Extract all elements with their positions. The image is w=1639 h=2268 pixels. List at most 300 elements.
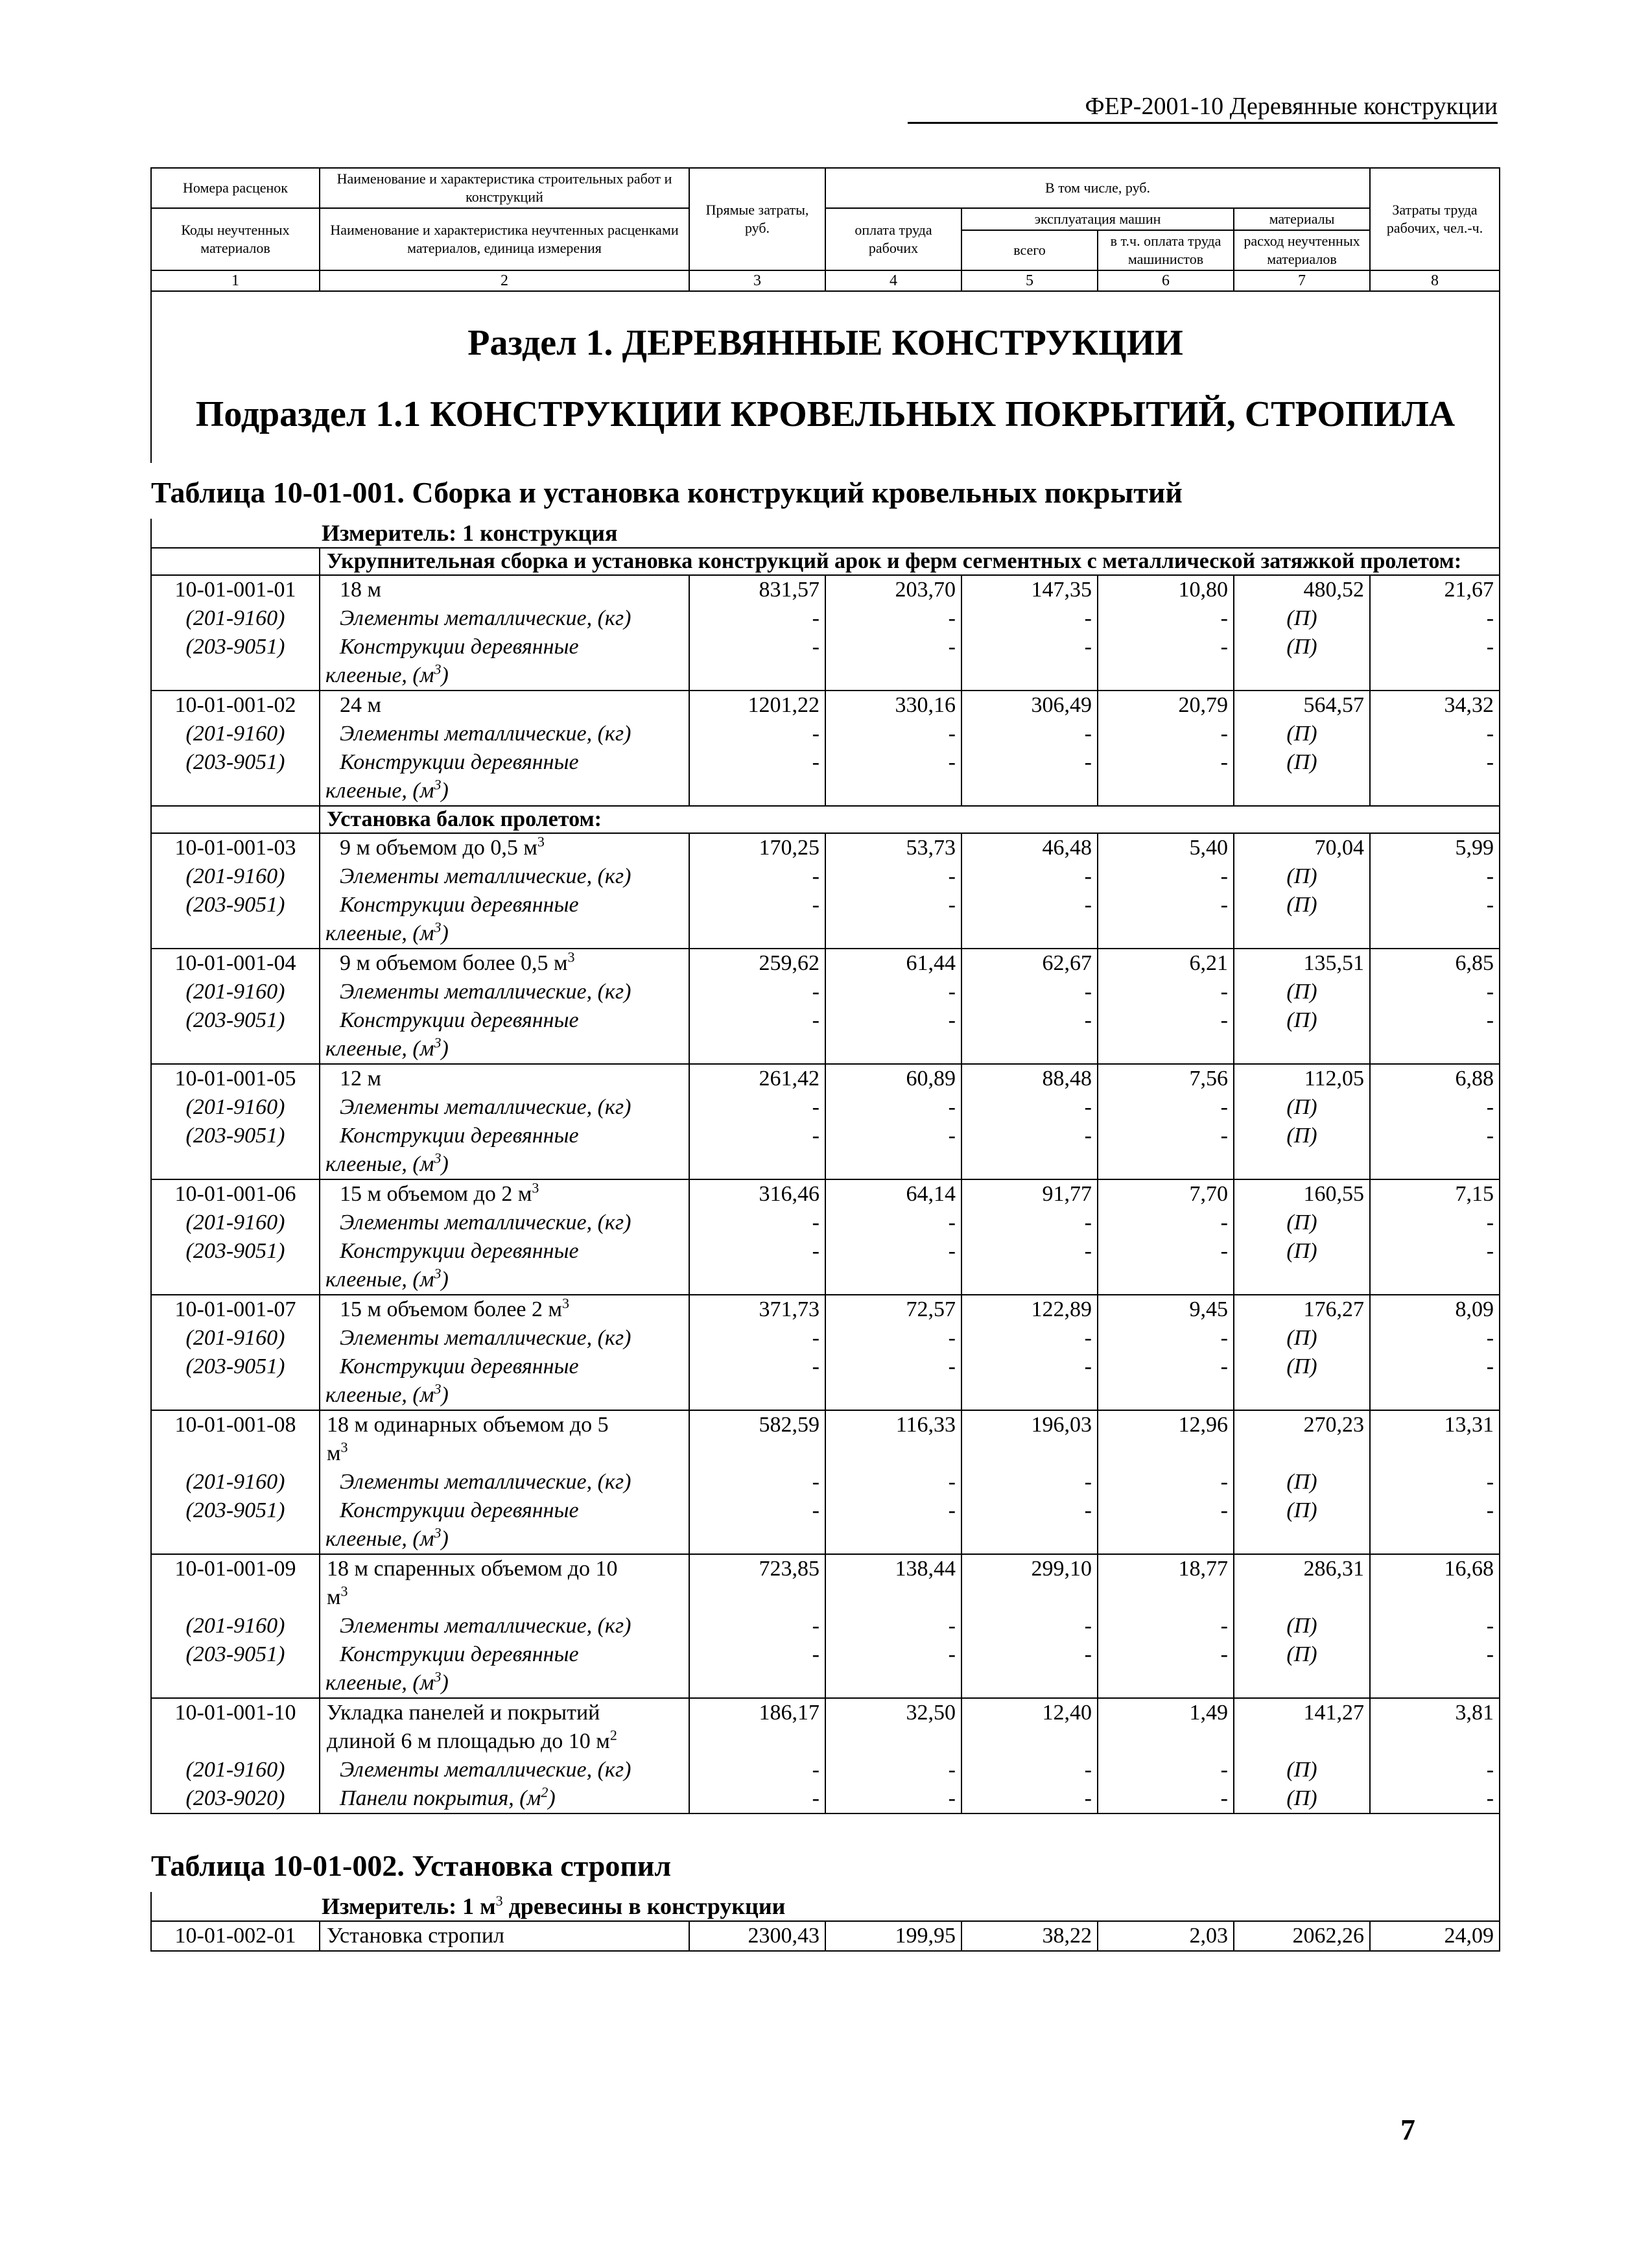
material-flag: (П)	[1234, 748, 1370, 806]
empty-value: -	[689, 891, 825, 949]
empty-value: -	[961, 891, 1098, 949]
labor-pay: 32,50	[825, 1698, 961, 1756]
material-flag: (П)	[1234, 633, 1370, 691]
material-code: (201-9160)	[151, 1468, 320, 1496]
col-num: 7	[1234, 270, 1370, 291]
material-code: (203-9051)	[151, 633, 320, 691]
superscript: 3	[434, 1150, 442, 1166]
empty-value: -	[1098, 748, 1234, 806]
empty-value: -	[1370, 1237, 1500, 1295]
empty-value: -	[1098, 1324, 1234, 1353]
rate-code: 10-01-001-01	[151, 575, 320, 604]
rate-code: 10-01-002-01	[151, 1921, 320, 1951]
rate-name	[320, 1179, 689, 1209]
machines-total: 91,77	[961, 1179, 1098, 1209]
empty-value: -	[825, 1353, 961, 1410]
material-code: (201-9160)	[151, 604, 320, 633]
material-name	[320, 1006, 689, 1064]
material-name-text: Конструкции деревянные	[340, 635, 579, 659]
rate-row	[151, 691, 1500, 720]
empty-value: -	[689, 978, 825, 1006]
material-flag: (П)	[1234, 1324, 1370, 1353]
machinist-pay: 5,40	[1098, 833, 1234, 862]
machinist-pay: 10,80	[1098, 575, 1234, 604]
rate-name-text: 18 м одинарных объемом до 5	[327, 1413, 609, 1437]
empty-value: -	[1098, 1784, 1234, 1813]
direct-cost: 831,57	[689, 575, 825, 604]
material-name-text: Конструкции деревянные	[340, 1642, 579, 1666]
labor-hours: 34,32	[1370, 691, 1500, 720]
machines-total: 88,48	[961, 1064, 1098, 1093]
material-row	[151, 604, 1500, 633]
rate-code: 10-01-001-09	[151, 1554, 320, 1612]
empty-value: -	[961, 1324, 1098, 1353]
table2-measure	[151, 1892, 1500, 1921]
table2-title: Таблица 10-01-002. Установка стропил	[151, 1813, 1500, 1892]
empty-value: -	[1370, 891, 1500, 949]
machinist-pay: 18,77	[1098, 1554, 1234, 1612]
material-flag: (П)	[1234, 978, 1370, 1006]
empty-value: -	[825, 1209, 961, 1237]
table1-measure-row	[151, 519, 1500, 548]
empty-value: -	[961, 1353, 1098, 1410]
material-row	[151, 1612, 1500, 1640]
labor-hours: 24,09	[1370, 1921, 1500, 1951]
empty-value: -	[689, 604, 825, 633]
material-code: (203-9051)	[151, 1122, 320, 1179]
col-num: 6	[1098, 270, 1234, 291]
material-name-close: )	[441, 663, 449, 687]
machinist-pay: 6,21	[1098, 949, 1234, 978]
empty-value: -	[825, 1324, 961, 1353]
direct-cost: 2300,43	[689, 1921, 825, 1951]
direct-cost: 316,46	[689, 1179, 825, 1209]
material-name-text: Конструкции деревянные	[340, 893, 579, 917]
superscript: 2	[609, 1727, 617, 1743]
empty-value: -	[961, 633, 1098, 691]
header-machinist-pay: в т.ч. оплата труда машинистов	[1098, 230, 1234, 270]
rate-code: 10-01-001-03	[151, 833, 320, 862]
empty-value: -	[1098, 1496, 1234, 1554]
empty-value: -	[961, 1612, 1098, 1640]
direct-cost: 186,17	[689, 1698, 825, 1756]
empty-value: -	[1098, 1006, 1234, 1064]
machines-total: 147,35	[961, 575, 1098, 604]
material-name: Элементы металлические, (кг)	[320, 604, 689, 633]
material-name	[320, 1784, 689, 1813]
table1-measure	[151, 519, 1500, 548]
material-name: Элементы металлические, (кг)	[320, 862, 689, 891]
labor-hours: 7,15	[1370, 1179, 1500, 1209]
empty-value: -	[825, 1006, 961, 1064]
labor-hours: 6,85	[1370, 949, 1500, 978]
material-name-text-2: клееные, (м	[325, 921, 434, 945]
empty-value: -	[1370, 1324, 1500, 1353]
empty-value: -	[825, 1640, 961, 1698]
empty-value: -	[1370, 720, 1500, 748]
empty-value: -	[825, 978, 961, 1006]
material-row	[151, 1640, 1500, 1698]
col-num: 3	[689, 270, 825, 291]
labor-hours: 3,81	[1370, 1698, 1500, 1756]
material-code: (201-9160)	[151, 862, 320, 891]
material-flag: (П)	[1234, 1496, 1370, 1554]
material-code: (201-9160)	[151, 1093, 320, 1122]
material-name: Элементы металлические, (кг)	[320, 1468, 689, 1496]
material-row	[151, 1237, 1500, 1295]
material-name-text: Конструкции деревянные	[340, 1124, 579, 1148]
empty-value: -	[1370, 633, 1500, 691]
material-flag: (П)	[1234, 1612, 1370, 1640]
empty-value: -	[825, 748, 961, 806]
empty-value: -	[689, 1209, 825, 1237]
empty-value: -	[1098, 720, 1234, 748]
section-title: Раздел 1. ДЕРЕВЯННЫЕ КОНСТРУКЦИИ	[151, 291, 1500, 392]
empty-value: -	[1370, 604, 1500, 633]
rate-code: 10-01-001-02	[151, 691, 320, 720]
material-name: Элементы металлические, (кг)	[320, 1324, 689, 1353]
rate-name-text: 24 м	[340, 693, 382, 717]
materials-cost: 564,57	[1234, 691, 1370, 720]
material-name: Элементы металлические, (кг)	[320, 978, 689, 1006]
labor-pay: 61,44	[825, 949, 961, 978]
material-name: Элементы металлические, (кг)	[320, 1756, 689, 1784]
materials-cost: 70,04	[1234, 833, 1370, 862]
material-code: (201-9160)	[151, 1209, 320, 1237]
rate-code: 10-01-001-07	[151, 1295, 320, 1324]
machines-total: 306,49	[961, 691, 1098, 720]
material-name-close: )	[441, 1268, 449, 1292]
material-name	[320, 891, 689, 949]
rate-name-text-2: длиной 6 м площадью до 10 м	[327, 1729, 610, 1753]
material-name-text: Конструкции деревянные	[340, 1008, 579, 1032]
material-name-text-2: клееные, (м	[325, 1268, 434, 1292]
rate-name-text: 9 м объемом более 0,5 м	[340, 951, 568, 975]
machines-total: 12,40	[961, 1698, 1098, 1756]
empty-value: -	[961, 1496, 1098, 1554]
labor-hours: 6,88	[1370, 1064, 1500, 1093]
material-code: (203-9051)	[151, 1006, 320, 1064]
material-name-close: )	[441, 1671, 449, 1695]
labor-pay: 138,44	[825, 1554, 961, 1612]
machinist-pay: 7,56	[1098, 1064, 1234, 1093]
empty-value: -	[1370, 1612, 1500, 1640]
material-name-text-2: клееные, (м	[325, 1383, 434, 1407]
rate-row	[151, 833, 1500, 862]
material-code: (203-9051)	[151, 1237, 320, 1295]
empty-value: -	[825, 633, 961, 691]
material-row	[151, 1006, 1500, 1064]
superscript: 3	[495, 1893, 503, 1909]
empty-value: -	[825, 1784, 961, 1813]
empty-value: -	[1370, 1784, 1500, 1813]
empty-value: -	[689, 1237, 825, 1295]
header-materials-cons: расход неучтенных материалов	[1234, 230, 1370, 270]
material-flag: (П)	[1234, 1353, 1370, 1410]
direct-cost: 723,85	[689, 1554, 825, 1612]
empty-value: -	[825, 1122, 961, 1179]
material-code: (203-9020)	[151, 1784, 320, 1813]
superscript: 3	[532, 1179, 539, 1196]
col-num: 2	[320, 270, 689, 291]
superscript: 3	[434, 776, 442, 793]
machines-total: 299,10	[961, 1554, 1098, 1612]
material-flag: (П)	[1234, 891, 1370, 949]
table1-title: Таблица 10-01-001. Сборка и установка конструкций кровельных покрытий	[151, 463, 1500, 519]
empty-value: -	[961, 1209, 1098, 1237]
machines-total: 122,89	[961, 1295, 1098, 1324]
materials-cost: 176,27	[1234, 1295, 1370, 1324]
superscript: 3	[340, 1439, 348, 1456]
rate-name	[320, 1410, 689, 1468]
rate-name	[320, 949, 689, 978]
material-row	[151, 633, 1500, 691]
materials-cost: 286,31	[1234, 1554, 1370, 1612]
material-name-text: Конструкции деревянные	[340, 750, 579, 774]
rate-name-text-2: м	[327, 1441, 341, 1465]
rate-name	[320, 1554, 689, 1612]
material-row	[151, 978, 1500, 1006]
empty-value: -	[961, 748, 1098, 806]
materials-cost: 112,05	[1234, 1064, 1370, 1093]
material-name-text-2: клееные, (м	[325, 1527, 434, 1551]
empty-value: -	[689, 1756, 825, 1784]
material-row	[151, 720, 1500, 748]
material-name-text-2: клееные, (м	[325, 1037, 434, 1061]
empty-value: -	[825, 1612, 961, 1640]
rate-name-text: Укладка панелей и покрытий	[327, 1701, 600, 1725]
empty-value: -	[1370, 1468, 1500, 1496]
machinist-pay: 7,70	[1098, 1179, 1234, 1209]
material-name: Элементы металлические, (кг)	[320, 1093, 689, 1122]
direct-cost: 261,42	[689, 1064, 825, 1093]
material-name-close: )	[441, 779, 449, 803]
empty-value: -	[961, 1122, 1098, 1179]
material-row	[151, 748, 1500, 806]
rate-code: 10-01-001-08	[151, 1410, 320, 1468]
empty-value: -	[1098, 891, 1234, 949]
col-num: 8	[1370, 270, 1500, 291]
material-name	[320, 1237, 689, 1295]
material-name-close: )	[441, 921, 449, 945]
measure-tail: древесины в конструкции	[502, 1893, 786, 1919]
rate-row	[151, 1179, 1500, 1209]
material-name	[320, 1640, 689, 1698]
measure-value: 1 м	[462, 1893, 496, 1919]
material-flag: (П)	[1234, 1756, 1370, 1784]
empty-value: -	[825, 1756, 961, 1784]
empty-value: -	[825, 1496, 961, 1554]
empty-value: -	[1370, 1353, 1500, 1410]
rate-name	[320, 575, 689, 604]
header-row-1	[151, 168, 1500, 208]
labor-pay: 199,95	[825, 1921, 961, 1951]
labor-hours: 21,67	[1370, 575, 1500, 604]
empty-value: -	[961, 604, 1098, 633]
materials-cost: 2062,26	[1234, 1921, 1370, 1951]
empty-value: -	[1098, 1209, 1234, 1237]
measure-label: Измеритель:	[322, 520, 463, 546]
measure-value: 1 конструкция	[462, 520, 618, 546]
material-name-text-2: клееные, (м	[325, 663, 434, 687]
material-name-text: Конструкции деревянные	[340, 1239, 579, 1263]
empty-value: -	[1098, 1612, 1234, 1640]
empty-value: -	[1098, 604, 1234, 633]
empty-value: -	[1098, 1093, 1234, 1122]
labor-pay: 53,73	[825, 833, 961, 862]
material-row	[151, 1324, 1500, 1353]
rates-table	[150, 167, 1500, 1952]
empty-value: -	[689, 1612, 825, 1640]
empty-value: -	[825, 891, 961, 949]
material-name-close: )	[548, 1786, 556, 1810]
material-name-text-2: клееные, (м	[325, 1152, 434, 1176]
machines-total: 46,48	[961, 833, 1098, 862]
empty-value: -	[689, 633, 825, 691]
materials-cost: 480,52	[1234, 575, 1370, 604]
material-code: (203-9051)	[151, 1640, 320, 1698]
superscript: 2	[541, 1784, 548, 1801]
empty-value: -	[1370, 1209, 1500, 1237]
material-name-text: Конструкции деревянные	[340, 1354, 579, 1378]
material-row	[151, 1353, 1500, 1410]
material-row	[151, 1496, 1500, 1554]
material-row	[151, 1468, 1500, 1496]
empty-value: -	[689, 1122, 825, 1179]
rate-row	[151, 1554, 1500, 1612]
machinist-pay: 2,03	[1098, 1921, 1234, 1951]
measure-label: Измеритель:	[322, 1893, 463, 1919]
column-number-row	[151, 270, 1500, 291]
rate-code: 10-01-001-10	[151, 1698, 320, 1756]
empty-value: -	[1098, 1122, 1234, 1179]
empty-value: -	[689, 1353, 825, 1410]
empty-value: -	[1098, 1353, 1234, 1410]
material-name	[320, 1122, 689, 1179]
material-name-text-2: клееные, (м	[325, 779, 434, 803]
empty-value: -	[961, 1006, 1098, 1064]
machinist-pay: 1,49	[1098, 1698, 1234, 1756]
empty-value: -	[825, 604, 961, 633]
material-code: (203-9051)	[151, 1353, 320, 1410]
empty-value: -	[689, 1640, 825, 1698]
rate-name-text: 9 м объемом до 0,5 м	[340, 836, 537, 860]
material-code: (203-9051)	[151, 748, 320, 806]
header-direct: Прямые затраты, руб.	[689, 168, 825, 270]
empty-value: -	[1098, 1756, 1234, 1784]
direct-cost: 1201,22	[689, 691, 825, 720]
header-materials: материалы	[1234, 208, 1370, 230]
empty-value: -	[1098, 862, 1234, 891]
material-flag: (П)	[1234, 1784, 1370, 1813]
material-name: Элементы металлические, (кг)	[320, 720, 689, 748]
header-numbers: Номера расценок	[151, 168, 320, 208]
material-code: (201-9160)	[151, 1324, 320, 1353]
header-name: Наименование и характеристика строительных работ и конструкций	[320, 168, 689, 208]
rate-row	[151, 1064, 1500, 1093]
section-title-row	[151, 291, 1500, 392]
empty-value: -	[689, 862, 825, 891]
material-name	[320, 1353, 689, 1410]
labor-pay: 64,14	[825, 1179, 961, 1209]
material-name	[320, 748, 689, 806]
empty-value: -	[961, 1784, 1098, 1813]
material-row	[151, 862, 1500, 891]
superscript: 3	[340, 1583, 348, 1600]
labor-pay: 330,16	[825, 691, 961, 720]
material-code: (201-9160)	[151, 720, 320, 748]
empty-value: -	[689, 1324, 825, 1353]
empty-value: -	[689, 1006, 825, 1064]
rate-row	[151, 575, 1500, 604]
machines-total: 38,22	[961, 1921, 1098, 1951]
document-page	[150, 167, 1499, 1952]
subsection-title: Подраздел 1.1 КОНСТРУКЦИИ КРОВЕЛЬНЫХ ПОКРЫТИЙ, СТРОПИЛА	[151, 392, 1500, 463]
empty-value: -	[689, 1496, 825, 1554]
labor-hours: 13,31	[1370, 1410, 1500, 1468]
rate-row	[151, 1295, 1500, 1324]
empty-value: -	[1370, 1756, 1500, 1784]
material-row	[151, 1209, 1500, 1237]
rate-code: 10-01-001-05	[151, 1064, 320, 1093]
empty-value: -	[825, 720, 961, 748]
material-flag: (П)	[1234, 1209, 1370, 1237]
rate-name-text: 15 м объемом до 2 м	[340, 1182, 532, 1206]
direct-cost: 582,59	[689, 1410, 825, 1468]
rate-name-text-2: м	[327, 1585, 341, 1609]
material-code: (201-9160)	[151, 1612, 320, 1640]
header-name2: Наименование и характеристика неучтенных расценками материалов, единица измерения	[320, 208, 689, 270]
materials-cost: 270,23	[1234, 1410, 1370, 1468]
material-name-text: Панели покрытия, (м	[340, 1786, 541, 1810]
machinist-pay: 12,96	[1098, 1410, 1234, 1468]
rate-name: Установка стропил	[320, 1921, 689, 1951]
material-code: (201-9160)	[151, 1756, 320, 1784]
empty-value: -	[825, 1093, 961, 1122]
empty-value: -	[961, 1093, 1098, 1122]
header-including: В том числе, руб.	[825, 168, 1370, 208]
header-labor-cost: Затраты труда рабочих, чел.-ч.	[1370, 168, 1500, 270]
empty-value: -	[961, 862, 1098, 891]
col-num: 5	[961, 270, 1098, 291]
materials-cost: 141,27	[1234, 1698, 1370, 1756]
group2-title: Установка балок пролетом:	[320, 806, 1500, 833]
empty-value: -	[1370, 862, 1500, 891]
material-flag: (П)	[1234, 1093, 1370, 1122]
material-flag: (П)	[1234, 1237, 1370, 1295]
superscript: 3	[434, 919, 442, 936]
superscript: 3	[567, 949, 575, 965]
superscript: 3	[434, 1524, 442, 1541]
page-number: 7	[1400, 2113, 1415, 2146]
machines-total: 62,67	[961, 949, 1098, 978]
labor-pay: 203,70	[825, 575, 961, 604]
rate-name	[320, 691, 689, 720]
empty-value: -	[961, 720, 1098, 748]
empty-value: -	[961, 1237, 1098, 1295]
material-name: Элементы металлические, (кг)	[320, 1612, 689, 1640]
direct-cost: 259,62	[689, 949, 825, 978]
group1-title: Укрупнительная сборка и установка конструкций арок и ферм сегментных с металлической затяжкой пролетом:	[320, 548, 1500, 575]
table2-measure-row	[151, 1892, 1500, 1921]
empty-value: -	[689, 1784, 825, 1813]
empty-value: -	[961, 1756, 1098, 1784]
rate-name-text: 15 м объемом более 2 м	[340, 1297, 563, 1321]
rate-name	[320, 1698, 689, 1756]
empty-value: -	[961, 1468, 1098, 1496]
material-name-close: )	[441, 1383, 449, 1407]
material-flag: (П)	[1234, 720, 1370, 748]
